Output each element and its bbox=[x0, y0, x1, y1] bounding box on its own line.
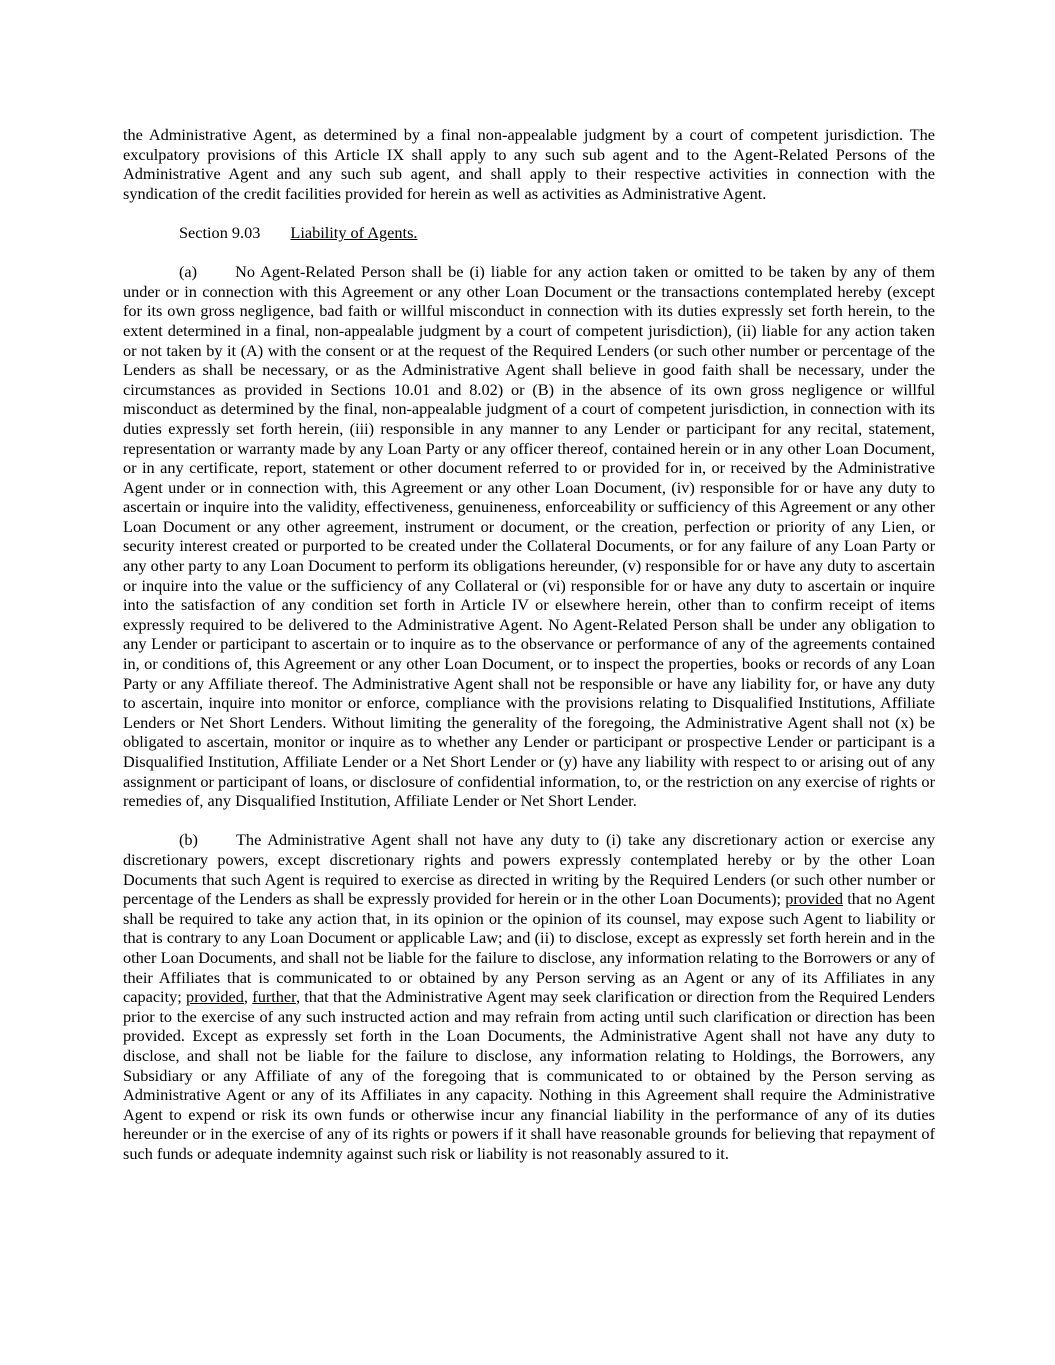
section-heading bbox=[179, 223, 935, 243]
paragraph-b-text-4: , that that the Administrative Agent may seek clarification or direction from the Required Lenders prior to the exercise of any such instructed action and may refrain from acting until such clarification or direction has been provided. Except as expressly set forth in the Loan Documents, the Administrative Agent shall not have any duty to disclose, and shall not be liable for the failure to disclose, any information relating to Holdings, the Borrowers, any Subsidiary or any Affiliate of any of the foregoing that is communicated to or obtained by the Person serving as Administrative Agent or any of its Affiliates in any capacity. Nothing in this Agreement shall require the Administrative Agent to expend or risk its own funds or otherwise incur any financial liability in the performance of any of its duties hereunder or in the exercise of any of its rights or powers if it shall have reasonable grounds for believing that repayment of such funds or adequate indemnity against such risk or liability is not reasonably assured to it. bbox=[123, 987, 936, 1163]
paragraph-a bbox=[123, 262, 935, 811]
paragraph-b-label: (b) bbox=[179, 830, 198, 850]
paragraph-b-text-2: that no Agent shall be required to take any action that, in its opinion or the opinion of its counsel, may expose such Agent to liability or that is contrary to any Loan Document or applicable Law; and (ii) to disclose, except as expressly set forth herein and in the other Loan Documents, and shall not be liable for the failure to disclose, any information relating to the Borrowers or any of their Affiliates that is communicated to or obtained by any Person serving as an Agent or any of its Affiliates in any capacity; bbox=[123, 889, 936, 1007]
paragraph-b-underlined-provided-2: provided bbox=[186, 987, 244, 1007]
paragraph-b-underlined-provided-1: provided bbox=[785, 889, 844, 909]
paragraph-b-underlined-further: further bbox=[252, 987, 296, 1007]
paragraph-b-text-3: , bbox=[243, 987, 253, 1007]
paragraph-a-label: (a) bbox=[179, 262, 198, 282]
section-title: Liability of Agents. bbox=[290, 222, 418, 242]
paragraph-b-text-1: The Administrative Agent shall not have any duty to (i) take any discretionary action or exercise any discretionary powers, except discretionary rights and powers expressly contemplated hereby or by the other Loan Documents that such Agent is required to exercise as directed in writing by the Required Lenders (or such other number or percentage of the Lenders as shall be expressly provided for herein or in the other Loan Documents); bbox=[123, 830, 935, 909]
paragraph-a-text: No Agent-Related Person shall be (i) liable for any action taken or omitted to be taken by any of them under or in connection with this Agreement or any other Loan Document or the transactions contemplated hereby (except for its own gross negligence, bad faith or willful misconduct in connection with its duties expressly set forth herein, to the extent determined in a final, non-appealable judgment by a court of competent jurisdiction), (ii) liable for any action taken or not taken by it (A) with the consent or at the request of the Required Lenders (or such other number or percentage of the Lenders as shall be necessary, or as the Administrative Agent shall believe in good faith shall be necessary, under the circumstances as provided in Sections 10.01 and 8.02) or (B) in the absence of its own gross negligence or willful misconduct as determined by the final, non-appealable judgment of a court of competent jurisdiction, in connection with its duties expressly set forth herein, (iii) responsible in any manner to any Lender or participant for any recital, statement, representation or warranty made by any Loan Party or any officer thereof, contained herein or in any other Loan Document, or in any certificate, report, statement or other document referred to or provided for in, or received by the Administrative Agent under or in connection with, this Agreement or any other Loan Document, (iv) responsible for or have any duty to ascertain or inquire into the validity, effectiveness, genuineness, enforceability or sufficiency of this Agreement or any other Loan Document or any other agreement, instrument or document, or the creation, perfection or priority of any Lien, or security interest created or purported to be created under the Collateral Documents, or for any failure of any Loan Party or any other party to any Loan Document to perform its obligations hereunder, (v) responsible for or have any duty to ascertain or inquire into the value or the sufficiency of any Collateral or (vi) responsible for or have any duty to ascertain or inquire into the satisfaction of any condition set forth in Article IV or elsewhere herein, other than to confirm receipt of items expressly required to be delivered to the Administrative Agent. No Agent-Related Person shall be under any obligation to any Lender or participant to ascertain or to inquire as to the observance or performance of any of the agreements contained in, or conditions of, this Agreement or any other Loan Document, or to inspect the properties, books or records of any Loan Party or any Affiliate thereof. The Administrative Agent shall not be responsible or have any liability for, or have any duty to ascertain, inquire into monitor or enforce, compliance with the provisions relating to Disqualified Institutions, Affiliate Lenders or Net Short Lenders. Without limiting the generality of the foregoing, the Administrative Agent shall not (x) be obligated to ascertain, monitor or inquire as to whether any Lender or participant or prospective Lender or participant is a Disqualified Institution, Affiliate Lender or a Net Short Lender or (y) have any liability with respect to or arising out of any assignment or participant of loans, or disclosure of confidential information, to, or the restriction on any exercise of rights or remedies of, any Disqualified Institution, Affiliate Lender or Net Short Lender. bbox=[123, 262, 935, 811]
intro-paragraph: the Administrative Agent, as determined by a final non-appealable judgment by a court of competent jurisdiction. The exculpatory provisions of this Article IX shall apply to any such sub agent and to the Agent-Related Persons of the Administrative Agent and any such sub agent, and shall apply to their respective activities in connection with the syndication of the credit facilities provided for herein as well as activities as Administrative Agent. bbox=[123, 125, 935, 203]
section-number: Section 9.03 bbox=[179, 222, 261, 242]
paragraph-b bbox=[123, 830, 935, 1163]
